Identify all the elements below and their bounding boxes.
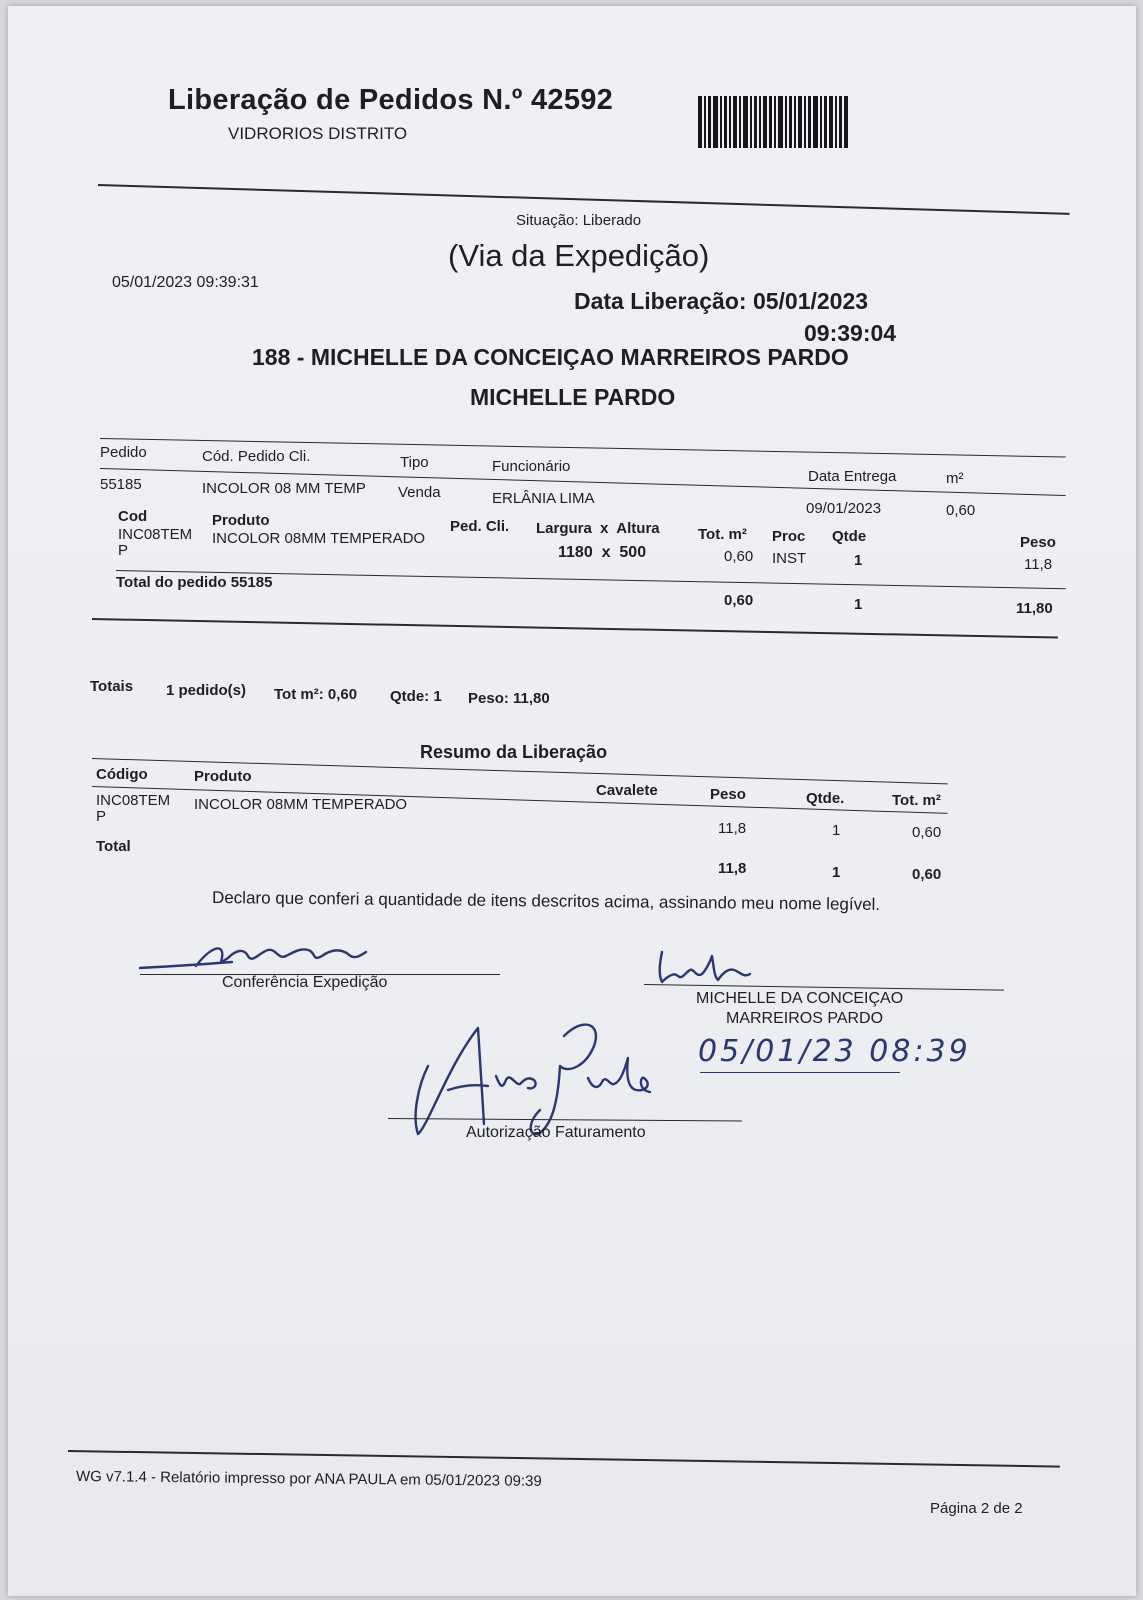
resumo-header-peso: Peso [710, 786, 746, 803]
via-expedicao: (Via da Expedição) [448, 238, 710, 273]
header-m2: m² [946, 470, 964, 487]
item-header-produto: Produto [212, 512, 270, 529]
resumo-tot-m2: 0,60 [912, 824, 942, 841]
row-pedido: 55185 [100, 476, 142, 493]
item-cod-line1: INC08TEM [118, 526, 193, 543]
totals-qtde: Qtde: 1 [390, 688, 442, 705]
resumo-total-tot-m2: 0,60 [912, 866, 942, 883]
item-proc: INST [772, 550, 807, 567]
resumo-codigo-line2: P [96, 808, 107, 825]
header-data-entrega: Data Entrega [808, 468, 897, 485]
document-title: Liberação de Pedidos N.º 42592 [168, 84, 614, 116]
resumo-total-qtde: 1 [832, 864, 841, 881]
client-signature [648, 942, 758, 988]
resumo-total-label: Total [96, 838, 131, 855]
item-header-qtde: Qtde [832, 528, 867, 545]
item-header-ped-cli: Ped. Cli. [450, 518, 510, 535]
resumo-produto: INCOLOR 08MM TEMPERADO [194, 796, 408, 813]
item-tot-m2: 0,60 [724, 548, 754, 565]
resumo-header-cavalete: Cavalete [596, 782, 658, 799]
row-data-entrega: 09/01/2023 [806, 500, 882, 517]
footer-divider [68, 1450, 1060, 1468]
barcode [698, 96, 870, 148]
expedicao-signature [136, 936, 376, 976]
item-qtde: 1 [854, 552, 863, 569]
company-name: VIDRORIOS DISTRITO [228, 124, 408, 143]
item-produto: INCOLOR 08MM TEMPERADO [212, 530, 426, 547]
order-total-label: Total do pedido 55185 [116, 574, 273, 591]
header-funcionario: Funcionário [492, 458, 571, 475]
order-total-qtde: 1 [854, 596, 863, 613]
item-header-proc: Proc [772, 528, 806, 545]
autorizacao-label: Autorização Faturamento [466, 1124, 646, 1141]
row-cod-pedido-cli: INCOLOR 08 MM TEMP [202, 480, 366, 497]
row-m2: 0,60 [946, 502, 976, 519]
item-cod-line2: P [118, 542, 129, 559]
order-total-peso: 11,80 [1016, 600, 1053, 617]
totals-peso: Peso: 11,80 [468, 690, 550, 707]
footer-page-number: Página 2 de 2 [930, 1500, 1023, 1517]
handwritten-underline [700, 1072, 900, 1073]
customer-full-name: 188 - MICHELLE DA CONCEIÇAO MARREIROS PARDO [252, 344, 849, 370]
data-liberacao: Data Liberação: 05/01/2023 [574, 288, 869, 314]
item-dimensions: 1180 x 500 [558, 544, 647, 561]
resumo-peso: 11,8 [718, 820, 747, 837]
header-cod-pedido-cli: Cód. Pedido Cli. [202, 448, 311, 465]
header-tipo: Tipo [400, 454, 429, 471]
totals-label: Totais [90, 678, 134, 695]
conferencia-label: Conferência Expedição [222, 974, 388, 991]
order-total-m2: 0,60 [724, 592, 754, 609]
totals-m2: Tot m²: 0,60 [274, 686, 358, 703]
customer-short-name: MICHELLE PARDO [470, 384, 676, 410]
resumo-title: Resumo da Liberação [420, 742, 608, 762]
resumo-total-peso: 11,8 [718, 860, 747, 877]
item-header-cod: Cod [118, 508, 148, 525]
footer-report: WG v7.1.4 - Relatório impresso por ANA PAULA em 05/01/2023 09:39 [75, 1468, 542, 1490]
item-header-tot-m2: Tot. m² [698, 526, 747, 543]
resumo-header-qtde: Qtde. [806, 790, 845, 807]
resumo-header-codigo: Código [96, 766, 148, 783]
resumo-header-produto: Produto [194, 768, 252, 785]
resumo-codigo-line1: INC08TEM [96, 792, 171, 809]
totals-pedidos: 1 pedido(s) [166, 682, 247, 699]
data-liberacao-time: 09:39:04 [804, 320, 897, 346]
declaration-text: Declaro que conferi a quantidade de itens descritos acima, assinando meu nome legível. [211, 888, 881, 914]
resumo-header-tot-m2: Tot. m² [892, 792, 941, 809]
resumo-qtde: 1 [832, 822, 841, 839]
handwritten-datetime: 05/01/23 08:39 [698, 1034, 971, 1069]
client-name-line1: MICHELLE DA CONCEIÇAO [696, 990, 904, 1007]
header-pedido: Pedido [100, 444, 147, 461]
item-peso: 11,8 [1024, 556, 1053, 573]
row-tipo: Venda [398, 484, 441, 501]
item-header-peso: Peso [1020, 534, 1056, 551]
header-divider [98, 184, 1070, 215]
document-page [8, 6, 1136, 1596]
row-funcionario: ERLÂNIA LIMA [492, 490, 595, 507]
item-header-dimensions: Largura x Altura [536, 520, 660, 537]
situacao-text: Situação: Liberado [516, 212, 642, 229]
printed-datetime: 05/01/2023 09:39:31 [112, 274, 259, 291]
table-bottom-divider [92, 618, 1058, 639]
client-name-line2: MARREIROS PARDO [726, 1010, 884, 1027]
